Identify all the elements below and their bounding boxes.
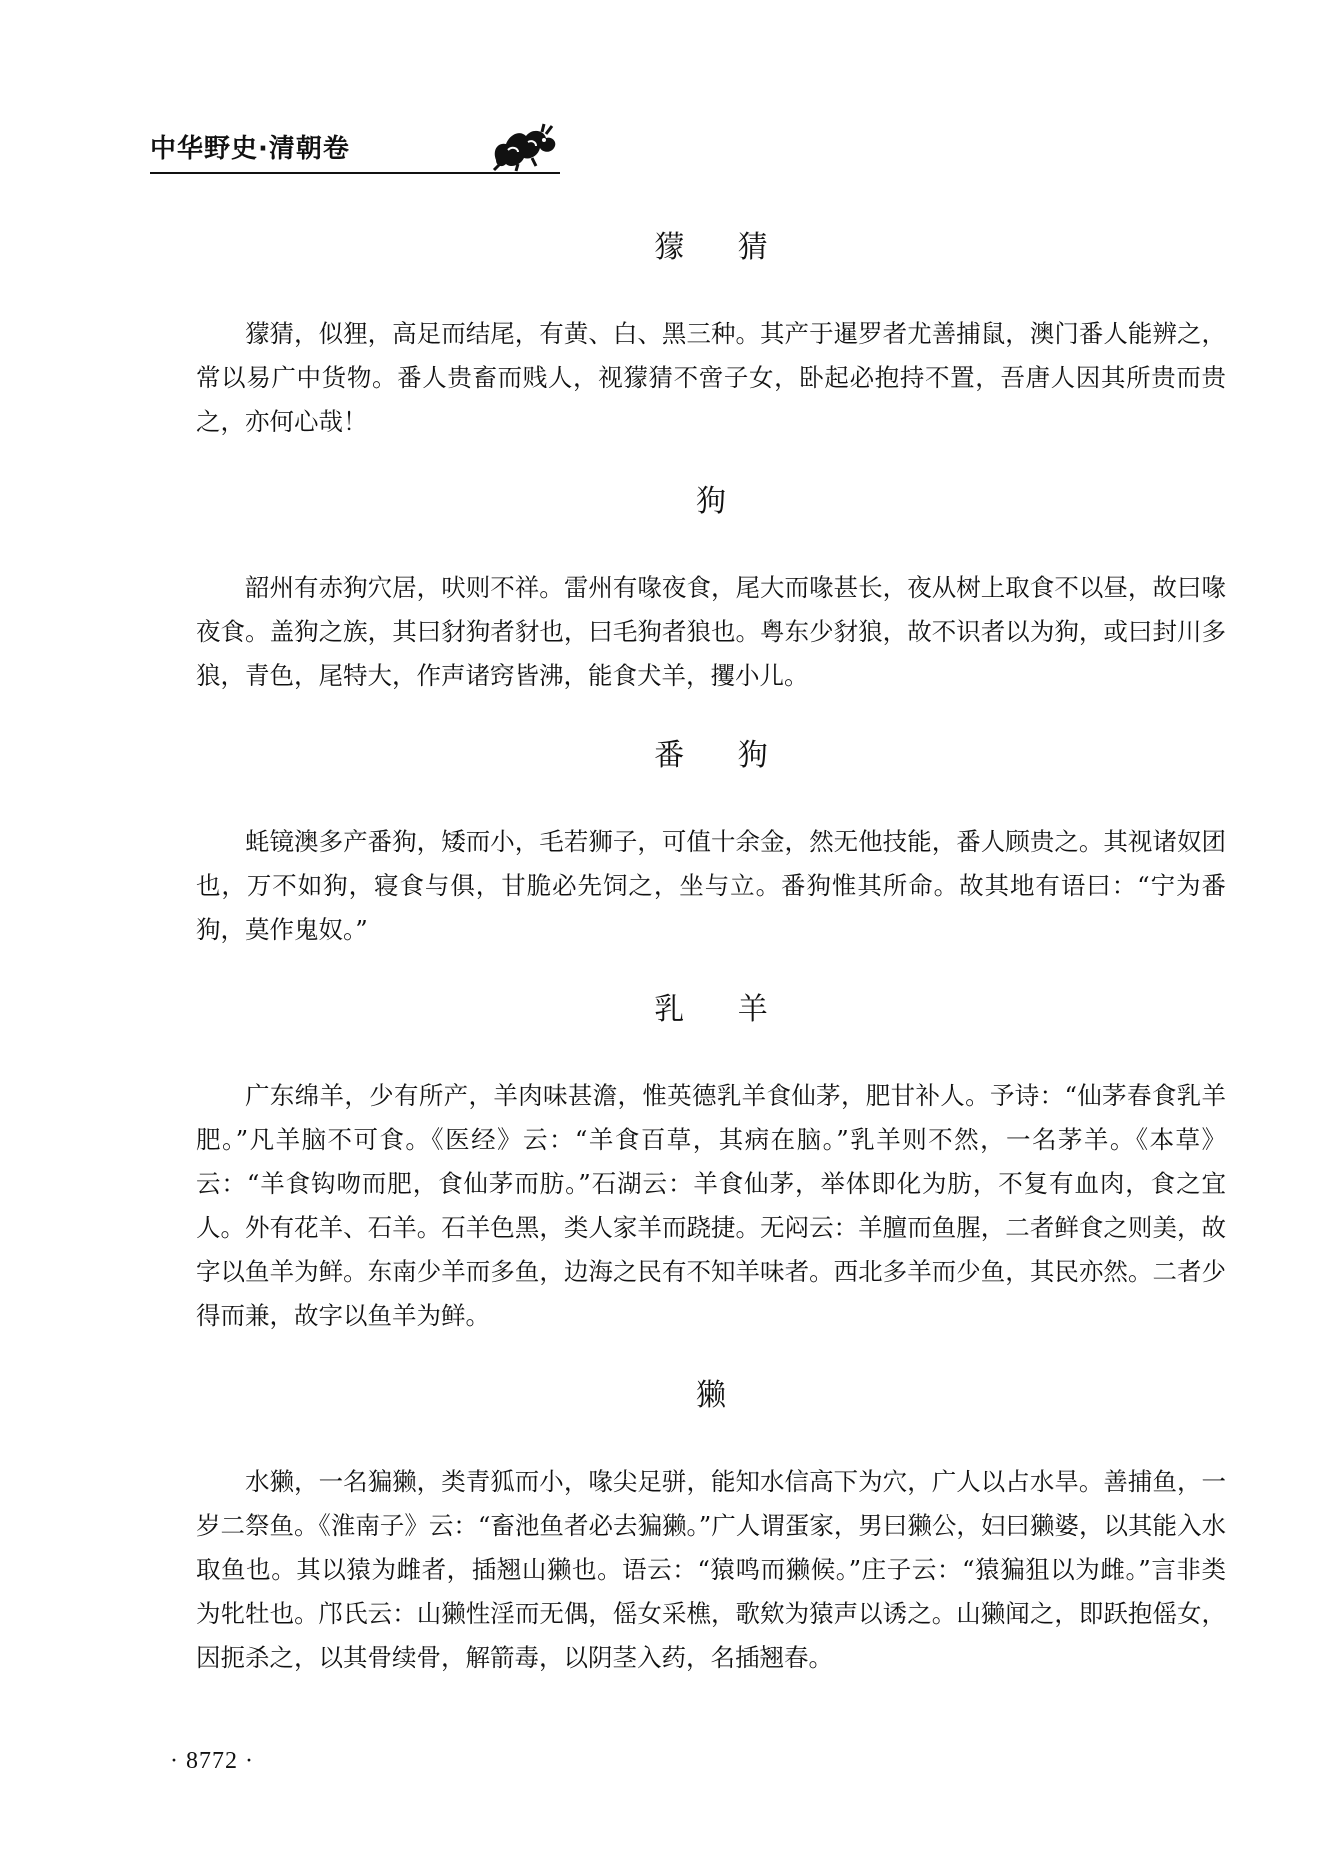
entry-title: 獴 猜 [654, 230, 790, 265]
entry-text: 广东绵羊，少有所产，羊肉味甚澹，惟英德乳羊食仙茅，肥甘补人。予诗：“仙茅春食乳羊肥。”凡羊脑不可食。《医经》云：“羊食百草，其病在脑。”乳羊则不然，一名茅羊。《本草》云：“羊食钩吻而肥，食仙茅而肪。”石湖云：羊食仙茅，举体即化为肪，不复有血肉，食之宜人。外有花羊、石羊。石羊色黑，类人家羊而跷捷。无闷云：羊膻而鱼腥，二者鲜食之则美，故字以鱼羊为鲜。东南少羊而多鱼，边海之民有不知羊味者。西北多羊而少鱼，其民亦然。二者少得而兼，故字以鱼羊为鲜。 [196, 1081, 1226, 1330]
entry-text: 蚝镜澳多产番狗，矮而小，毛若狮子，可值十余金，然无他技能，番人顾贵之。其视诸奴团也，万不如狗，寝食与俱，甘脆必先饲之，坐与立。番狗惟其所命。故其地有语曰：“宁为番狗，莫作鬼奴。” [196, 827, 1226, 944]
entry-title: 獭 [696, 1378, 726, 1413]
running-header [150, 120, 560, 180]
entry-text: 獴猜，似狸，高足而结尾，有黄、白、黑三种。其产于暹罗者尤善捕鼠，澳门番人能辨之，常以易广中货物。番人贵畜而贱人，视獴猜不啻子女，卧起必抱持不置，吾唐人因其所贵而贵之，亦何心哉！ [196, 319, 1226, 436]
entry-mengcai [196, 228, 1226, 444]
entry-title: 狗 [696, 484, 726, 519]
entry-ruyang [196, 990, 1226, 1338]
header-rule [150, 172, 560, 174]
entry-text: 水獭，一名猵獭，类青狐而小，喙尖足骈，能知水信高下为穴，广人以占水旱。善捕鱼，一岁二祭鱼。《淮南子》云：“畜池鱼者必去猵獭。”广人谓蛋家，男曰獭公，妇曰獭婆，以其能入水取鱼也。其以猿为雌者，插翘山獭也。语云：“猿鸣而獭候。”庄子云：“猿猵狙以为雌。”言非类为牝牡也。邝氏云：山獭性淫而无偶，傜女采樵，歌欸为猿声以诱之。山獭闻之，即跃抱傜女，因扼杀之，以其骨续骨，解箭毒，以阴茎入药，名插翘春。 [196, 1467, 1226, 1672]
page-number: · 8772 · [170, 1748, 254, 1774]
entry-title: 番 狗 [654, 738, 790, 773]
dragon-icon [488, 120, 560, 172]
entry-gou [196, 482, 1226, 698]
article-body [196, 228, 1226, 1718]
book-title: 中华野史·清朝卷 [150, 134, 350, 164]
entry-ta [196, 1376, 1226, 1680]
entry-fangou [196, 736, 1226, 952]
entry-text: 韶州有赤狗穴居，吠则不祥。雷州有喙夜食，尾大而喙甚长，夜从树上取食不以昼，故曰喙夜食。盖狗之族，其曰豺狗者豺也，曰毛狗者狼也。粤东少豺狼，故不识者以为狗，或曰封川多狼，青色，尾特大，作声诸窍皆沸，能食犬羊，攫小儿。 [196, 573, 1226, 690]
entry-title: 乳 羊 [654, 992, 790, 1027]
